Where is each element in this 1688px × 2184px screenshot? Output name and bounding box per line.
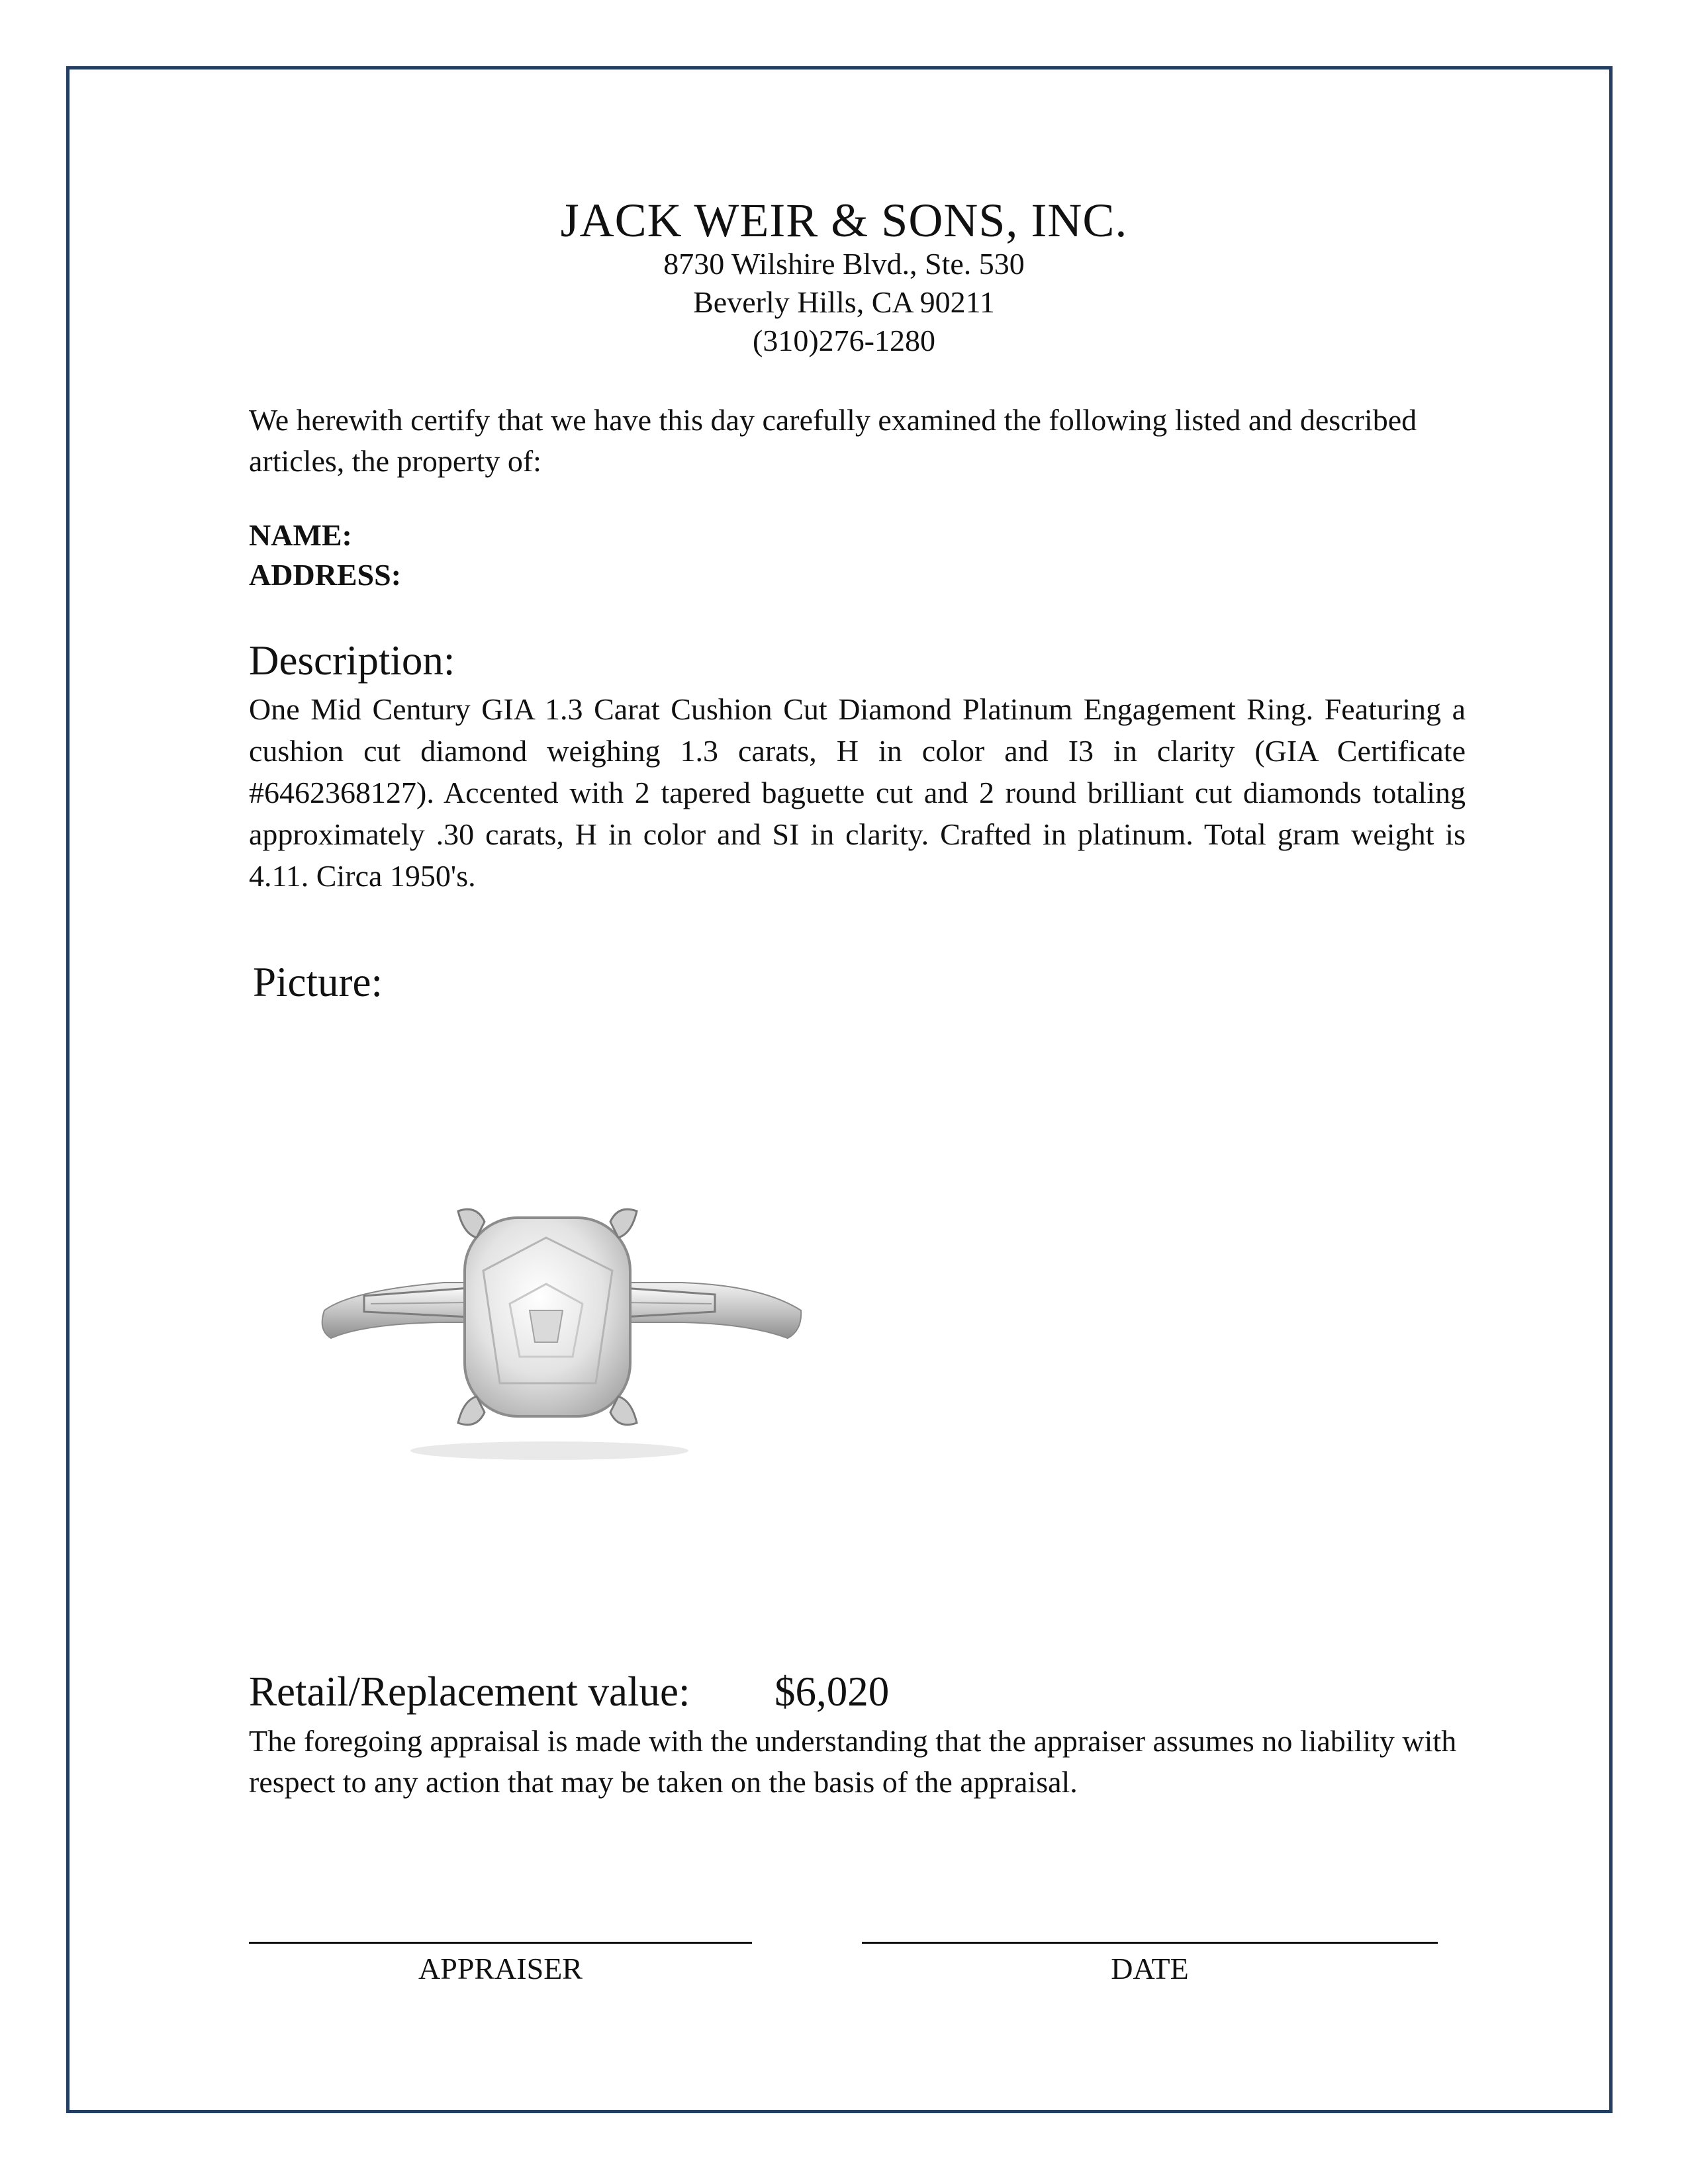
company-phone: (310)276-1280 — [753, 324, 935, 357]
description-text: One Mid Century GIA 1.3 Carat Cushion Cut Diamond Platinum Engagement Ring. Featuring a cushion cut diamond weighing 1.3 carats, H in color and I3 in clarity (GIA Certificate #6462368127). Accented with 2 tapered baguette cut and 2 round brilliant cut diamonds totaling approximately .30 carats, H in color and SI in clarity. Crafted in platinum. Total gram weight is 4.11. Circa 1950's. — [249, 692, 1466, 893]
certification-statement: We herewith certify that we have this day carefully examined the following listed and described articles, the property of: — [249, 403, 1417, 478]
company-name: JACK WEIR & SONS, INC. — [560, 194, 1128, 247]
picture-heading: Picture: — [253, 959, 383, 1005]
address-label: ADDRESS: — [249, 558, 402, 592]
company-address-line1: 8730 Wilshire Blvd., Ste. 530 — [663, 247, 1025, 281]
value-label: Retail/Replacement value: — [249, 1668, 690, 1715]
company-address-line2: Beverly Hills, CA 90211 — [693, 285, 995, 319]
diamond-ring-photo — [311, 1191, 814, 1469]
appraiser-label: APPRAISER — [418, 1952, 583, 1985]
appraiser-signature-line — [249, 1942, 752, 1944]
liability-disclaimer: The foregoing appraisal is made with the understanding that the appraiser assumes no liability with respect to any action that may be taken on the basis of the appraisal. — [249, 1724, 1457, 1799]
value-amount: $6,020 — [774, 1668, 890, 1715]
date-label: DATE — [1111, 1952, 1189, 1985]
description-heading: Description: — [249, 637, 455, 684]
date-signature-line — [862, 1942, 1438, 1944]
name-label: NAME: — [249, 518, 352, 552]
page-border — [66, 66, 1613, 2113]
